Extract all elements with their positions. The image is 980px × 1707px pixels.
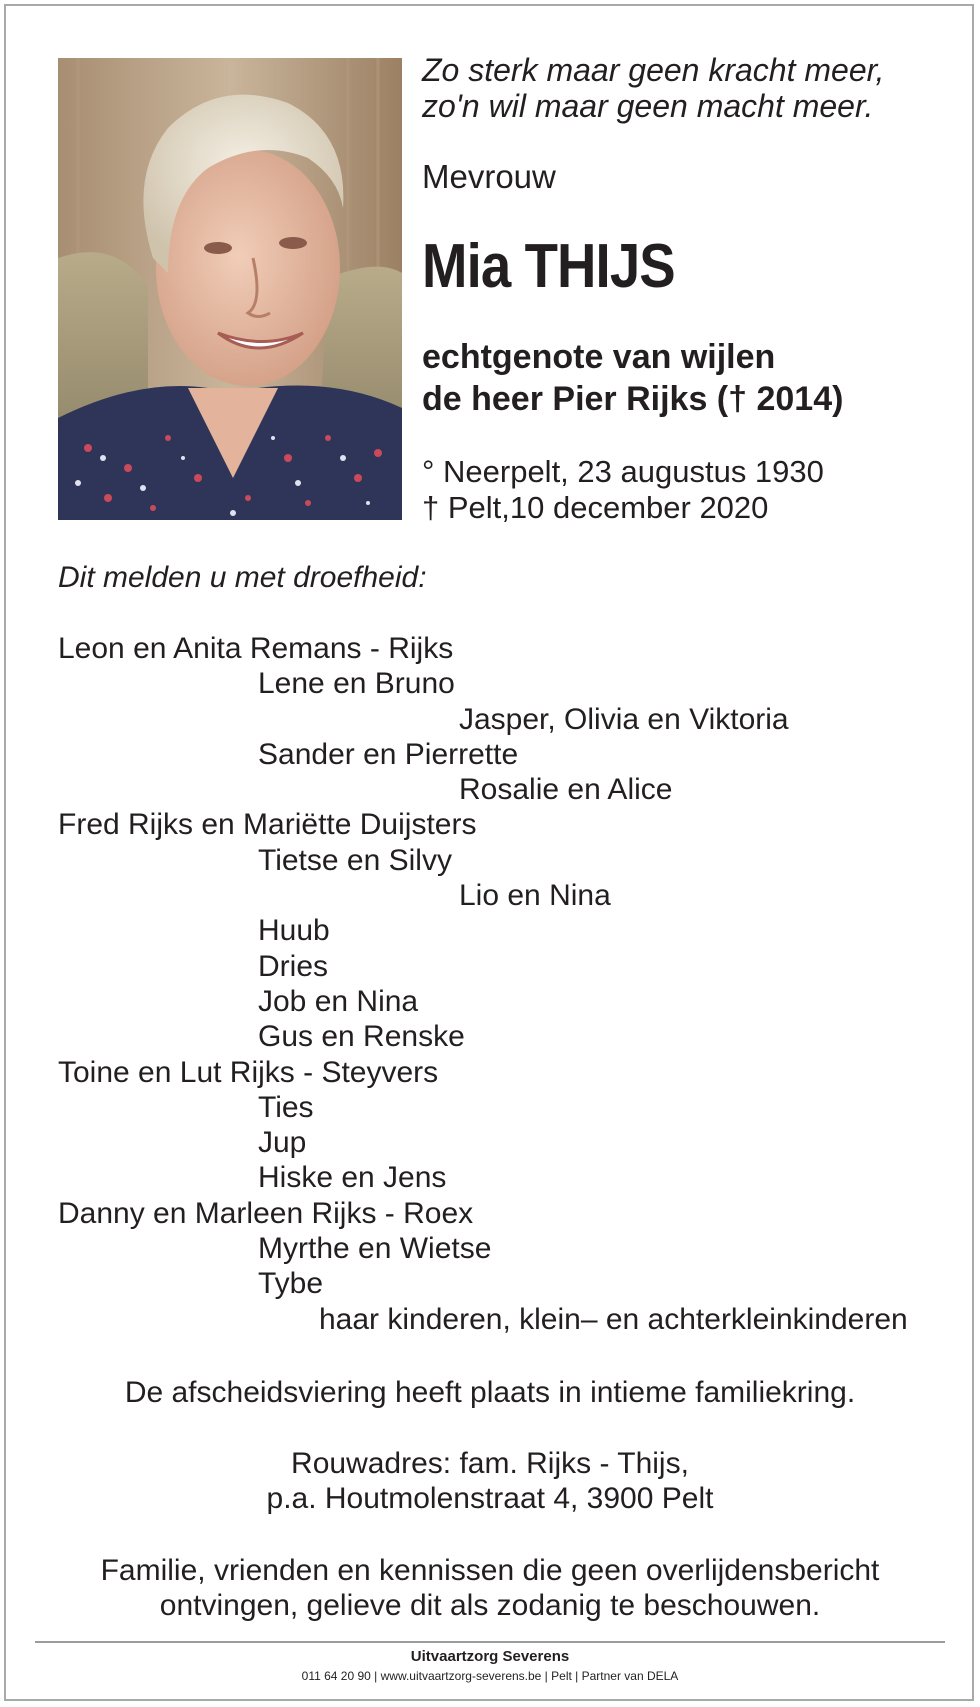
- family-row: haar kinderen, klein– en achterkleinkinderen: [319, 1302, 908, 1336]
- family-row: Rosalie en Alice: [459, 773, 673, 807]
- closing-notice: [0, 1553, 980, 1623]
- family-row: Huub: [258, 914, 330, 948]
- family-row: Dries: [258, 949, 329, 983]
- footer-divider: [35, 1641, 945, 1643]
- honorific-title: Mevrouw: [422, 158, 556, 195]
- funeral-home-name: Uitvaartzorg Severens: [410, 1648, 570, 1665]
- family-row: Jasper, Olivia en Viktoria: [459, 702, 789, 736]
- family-row: Job en Nina: [258, 984, 419, 1018]
- quote-line: Zo sterk maar geen kracht meer,: [422, 52, 885, 88]
- family-row: Tietse en Silvy: [258, 843, 452, 877]
- spouse-line: echtgenote van wijlen: [422, 338, 776, 376]
- birth-date: ° Neerpelt, 23 augustus 1930: [422, 454, 824, 489]
- family-row: Lene en Bruno: [258, 667, 455, 701]
- family-list: [58, 631, 938, 1337]
- family-row: Tybe: [258, 1267, 324, 1301]
- family-row: Danny en Marleen Rijks - Roex: [58, 1196, 474, 1230]
- family-row: Hiske en Jens: [258, 1161, 447, 1195]
- notice-line: Familie, vrienden en kennissen die geen overlijdensbericht: [100, 1554, 880, 1587]
- spouse-line: de heer Pier Rijks († 2014): [422, 380, 844, 418]
- announcement-intro: Dit melden u met droefheid:: [58, 561, 427, 594]
- family-row: Jup: [258, 1126, 307, 1160]
- quote-line: zo'n wil maar geen macht meer.: [422, 88, 874, 124]
- family-row: Lio en Nina: [459, 879, 611, 913]
- address-line: p.a. Houtmolenstraat 4, 3900 Pelt: [266, 1482, 714, 1515]
- death-date: † Pelt,10 december 2020: [422, 490, 769, 525]
- funeral-home-contact: 011 64 20 90 | www.uitvaartzorg-severens.be | Pelt | Partner van DELA: [301, 1669, 679, 1683]
- family-row: Fred Rijks en Mariëtte Duijsters: [58, 808, 477, 842]
- family-row: Gus en Renske: [258, 1020, 465, 1054]
- life-dates: [422, 454, 824, 526]
- deceased-name: Mia THIJS: [422, 232, 675, 301]
- family-row: Sander en Pierrette: [258, 737, 519, 771]
- mourning-address: [0, 1446, 980, 1516]
- memorial-quote: [422, 52, 884, 124]
- family-row: Myrthe en Wietse: [258, 1232, 492, 1266]
- notice-line: ontvingen, gelieve dit als zodanig te beschouwen.: [159, 1589, 821, 1622]
- spouse-info: [422, 336, 843, 420]
- family-row: Ties: [258, 1090, 314, 1124]
- portrait-photo: [58, 58, 402, 520]
- ceremony-notice: De afscheidsviering heeft plaats in intieme familiekring.: [124, 1376, 856, 1409]
- family-row: Toine en Lut Rijks - Steyvers: [58, 1055, 439, 1089]
- family-row: Leon en Anita Remans - Rijks: [58, 632, 454, 665]
- address-line: Rouwadres: fam. Rijks - Thijs,: [291, 1447, 689, 1480]
